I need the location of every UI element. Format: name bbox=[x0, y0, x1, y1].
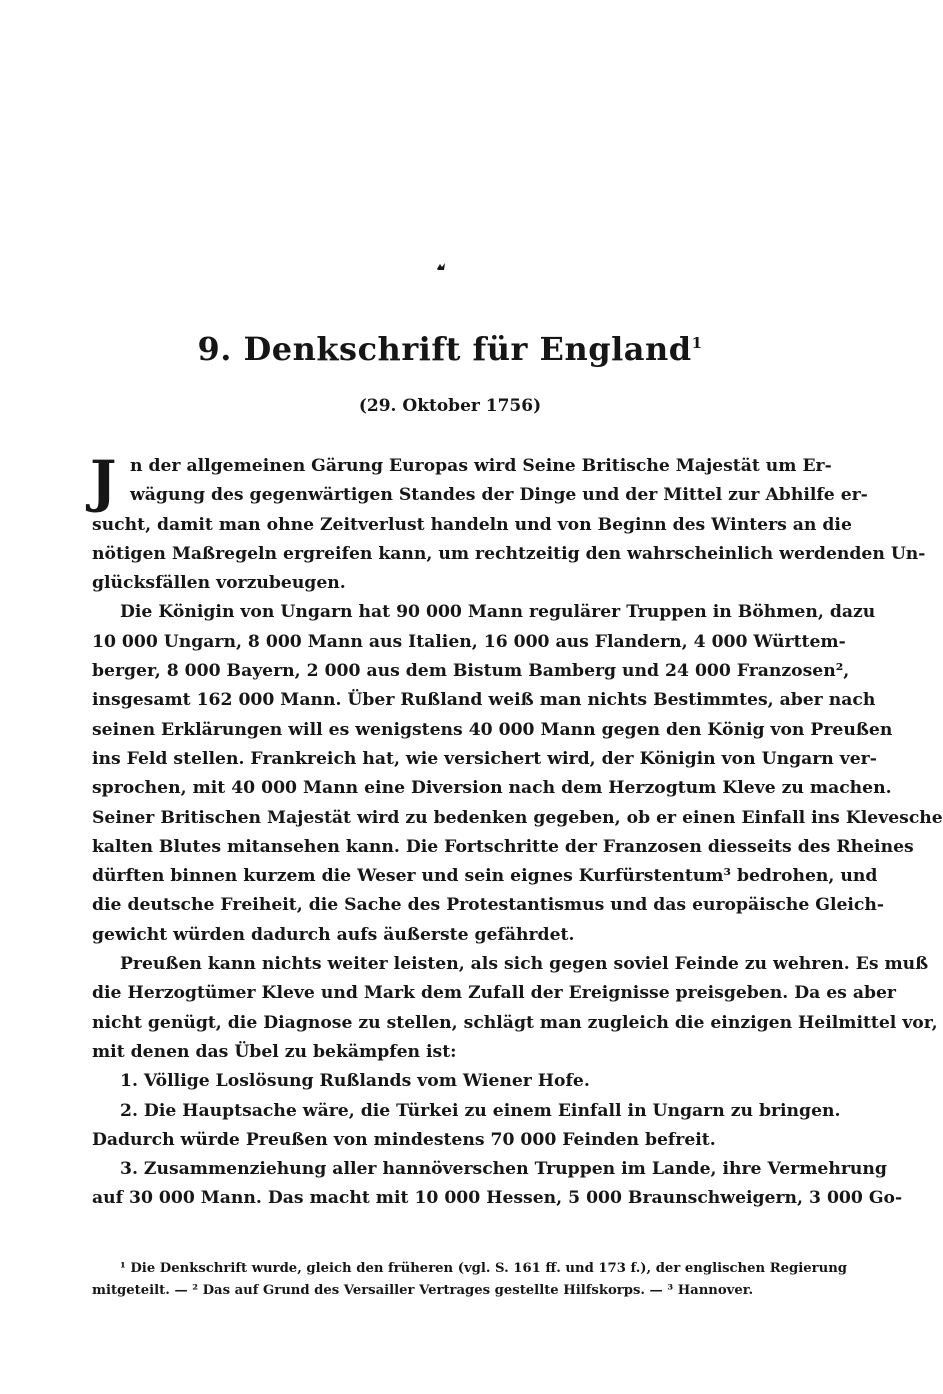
text-line: glücksfällen vorzubeugen. bbox=[92, 573, 346, 594]
footnote-line: ¹ Die Denkschrift wurde, gleich den früheren (vgl. S. 161 ff. und 173 f.), der englischen Regierung bbox=[120, 1261, 848, 1276]
list-item: 1. Völlige Loslösung Rußlands vom Wiener Hofe. bbox=[120, 1071, 590, 1092]
text-line: Die Königin von Ungarn hat 90 000 Mann regulärer Truppen in Böhmen, dazu bbox=[120, 602, 876, 623]
text-line: sucht, damit man ohne Zeitverlust handeln und von Beginn des Winters an die bbox=[92, 514, 852, 535]
list-item: 2. Die Hauptsache wäre, die Türkei zu einem Einfall in Ungarn zu bringen. bbox=[120, 1100, 841, 1121]
text-line: seinen Erklärungen will es wenigstens 40 000 Mann gegen den König von Preußen bbox=[92, 719, 893, 740]
text-line: kalten Blutes mitansehen kann. Die Fortschritte der Franzosen diesseits des Rheines bbox=[92, 836, 914, 857]
text-line: gewicht würden dadurch aufs äußerste gefährdet. bbox=[92, 924, 575, 945]
document-date: (29. Oktober 1756) bbox=[358, 396, 542, 416]
text-line: die Herzogtümer Kleve und Mark dem Zufall der Ereignisse preisgeben. Da es aber bbox=[92, 983, 896, 1004]
text-line: ins Feld stellen. Frankreich hat, wie versichert wird, der Königin von Ungarn ver- bbox=[92, 748, 877, 769]
text-line: mit denen das Übel zu bekämpfen ist: bbox=[92, 1041, 457, 1062]
text-line: dürften binnen kurzem die Weser und sein eignes Kurfürstentum³ bedrohen, und bbox=[92, 866, 878, 887]
text-line: 10 000 Ungarn, 8 000 Mann aus Italien, 16 000 aus Flandern, 4 000 Württem- bbox=[92, 631, 846, 652]
text-line: nicht genügt, die Diagnose zu stellen, schlägt man zugleich die einzigen Heilmittel vor, bbox=[92, 1012, 938, 1033]
text-line: Preußen kann nichts weiter leisten, als sich gegen soviel Feinde zu wehren. Es muß bbox=[120, 954, 929, 975]
text-line: wägung des gegenwärtigen Standes der Dinge und der Mittel zur Abhilfe er- bbox=[130, 485, 868, 506]
drop-cap: J bbox=[90, 449, 117, 515]
footnote-line: mitgeteilt. — ² Das auf Grund des Versailler Vertrages gestellte Hilfskorps. — ³ Hannover. bbox=[92, 1283, 754, 1298]
footnotes bbox=[92, 1258, 848, 1302]
text-line: nötigen Maßregeln ergreifen kann, um rechtzeitig den wahrscheinlich werdenden Un- bbox=[92, 543, 926, 564]
ornament-mark bbox=[436, 262, 446, 271]
title-text: 9. Denkschrift für England bbox=[197, 330, 692, 368]
text-line: Seiner Britischen Majestät wird zu bedenken gegeben, ob er einen Einfall ins Klevesche bbox=[92, 807, 943, 828]
text-line: auf 30 000 Mann. Das macht mit 10 000 Hessen, 5 000 Braunschweigern, 3 000 Go- bbox=[92, 1188, 903, 1209]
title-footnote-mark: 1 bbox=[691, 334, 703, 352]
main-text bbox=[90, 449, 943, 1214]
text-line: sprochen, mit 40 000 Mann eine Diversion nach dem Herzogtum Kleve zu machen. bbox=[92, 778, 892, 799]
text-line: insgesamt 162 000 Mann. Über Rußland weiß man nichts Bestimmtes, aber nach bbox=[92, 690, 876, 711]
text-line: n der allgemeinen Gärung Europas wird Seine Britische Majestät um Er- bbox=[130, 456, 832, 476]
page-title bbox=[0, 330, 900, 368]
text-line: Dadurch würde Preußen von mindestens 70 000 Feinden befreit. bbox=[92, 1129, 716, 1150]
list-item: 3. Zusammenziehung aller hannöverschen Truppen im Lande, ihre Vermehrung bbox=[120, 1159, 887, 1180]
text-line: die deutsche Freiheit, die Sache des Protestantismus und das europäische Gleich- bbox=[92, 895, 885, 916]
text-line: berger, 8 000 Bayern, 2 000 aus dem Bistum Bamberg und 24 000 Franzosen², bbox=[92, 661, 850, 682]
